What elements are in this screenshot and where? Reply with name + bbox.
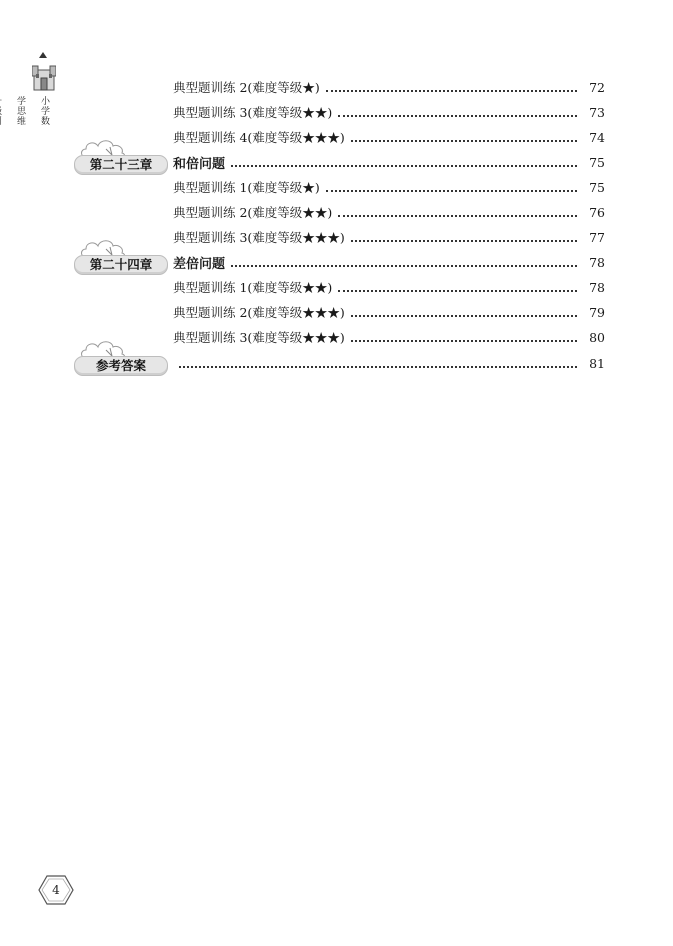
toc-entry-row[interactable] — [173, 226, 605, 248]
difficulty-stars: ★★ — [302, 205, 328, 220]
chapter-badge-label: 第二十四章 — [74, 255, 168, 275]
toc-chapter-title: 和倍问题 — [173, 156, 226, 172]
toc-entry-title — [173, 328, 345, 346]
toc-page-number: 74 — [589, 129, 605, 145]
difficulty-stars: ★ — [302, 80, 315, 95]
toc-entry-close: ) — [339, 330, 345, 345]
toc-entry-label: 典型题训练 4(难度等级 — [173, 130, 303, 145]
toc-entry-label: 典型题训练 3(难度等级 — [173, 105, 303, 120]
toc-page-number: 77 — [589, 229, 605, 245]
toc-page-number: 72 — [589, 79, 605, 95]
toc-entry-row[interactable] — [173, 301, 605, 323]
dot-leader — [338, 214, 577, 217]
toc-entry-close: ) — [339, 230, 345, 245]
toc-entry-label: 典型题训练 3(难度等级 — [173, 330, 303, 345]
toc-entry-label: 典型题训练 2(难度等级 — [173, 80, 303, 95]
toc-page-number: 81 — [589, 355, 605, 371]
page-number — [38, 875, 74, 905]
toc-page-number: 80 — [589, 329, 605, 345]
toc-entry-title — [173, 103, 332, 121]
toc-entry-label: 典型题训练 2(难度等级 — [173, 205, 303, 220]
triangle-icon — [39, 52, 47, 58]
difficulty-stars: ★★★ — [302, 330, 340, 345]
dot-leader — [231, 164, 577, 167]
toc-page-number: 79 — [589, 304, 605, 320]
toc-entry-label: 典型题训练 1(难度等级 — [173, 180, 303, 195]
toc-page-number: 76 — [589, 204, 605, 220]
toc-chapter-row[interactable] — [173, 352, 605, 374]
toc-entry-label: 典型题训练 2(难度等级 — [173, 305, 303, 320]
dot-leader — [326, 189, 577, 192]
chapter-badge — [74, 251, 166, 273]
toc-entry-title — [173, 178, 320, 196]
difficulty-stars: ★★ — [302, 280, 328, 295]
difficulty-stars: ★★★ — [302, 305, 340, 320]
book-title: 小学数学思维 — [15, 96, 49, 126]
toc-entry-row[interactable] — [173, 126, 605, 148]
difficulty-stars: ★ — [302, 180, 315, 195]
toc-entry-title — [173, 203, 332, 221]
toc-entry-row[interactable] — [173, 276, 605, 298]
toc-entry-close: ) — [314, 180, 320, 195]
dot-leader — [351, 239, 577, 242]
toc-chapter-row[interactable] — [173, 251, 605, 273]
toc-entry-row[interactable] — [173, 201, 605, 223]
dot-leader — [351, 139, 577, 142]
toc-page-number: 78 — [589, 279, 605, 295]
toc-entry-title — [173, 278, 332, 296]
toc-entry-close: ) — [339, 130, 345, 145]
toc-entry-row[interactable] — [173, 101, 605, 123]
toc-page-number: 75 — [589, 154, 605, 170]
dot-leader — [231, 264, 577, 267]
toc-chapter-row[interactable] — [173, 151, 605, 173]
toc-entry-close: ) — [314, 80, 320, 95]
dot-leader — [351, 339, 577, 342]
toc-entry-label: 典型题训练 1(难度等级 — [173, 280, 303, 295]
castle-icon — [32, 62, 56, 92]
dot-leader — [179, 365, 577, 368]
dot-leader — [338, 289, 577, 292]
dot-leader — [326, 89, 577, 92]
difficulty-stars: ★★★ — [302, 130, 340, 145]
toc-entry-row[interactable] — [173, 176, 605, 198]
dot-leader — [338, 114, 577, 117]
toc-entry-title — [173, 303, 345, 321]
toc-entry-close: ) — [327, 280, 333, 295]
chapter-badge — [74, 352, 166, 374]
toc-entry-close: ) — [327, 205, 333, 220]
difficulty-stars: ★★ — [302, 105, 328, 120]
chapter-badge — [74, 151, 166, 173]
toc-chapter-title: 差倍问题 — [173, 256, 226, 272]
chapter-badge-label: 参考答案 — [74, 356, 168, 376]
page-number-label: 4 — [52, 883, 60, 897]
chapter-badge-label: 第二十三章 — [74, 155, 168, 175]
toc-page-number: 75 — [589, 179, 605, 195]
toc-page-number: 73 — [589, 104, 605, 120]
toc-entry-title — [173, 228, 345, 246]
toc-entry-row[interactable] — [173, 326, 605, 348]
dot-leader — [351, 314, 577, 317]
toc-entry-close: ) — [339, 305, 345, 320]
toc-page-number: 78 — [589, 254, 605, 270]
toc-entry-title — [173, 128, 345, 146]
difficulty-stars: ★★★ — [302, 230, 340, 245]
toc-entry-title — [173, 78, 320, 96]
toc-entry-close: ) — [327, 105, 333, 120]
toc-entry-row[interactable] — [173, 76, 605, 98]
toc-entry-label: 典型题训练 3(难度等级 — [173, 230, 303, 245]
